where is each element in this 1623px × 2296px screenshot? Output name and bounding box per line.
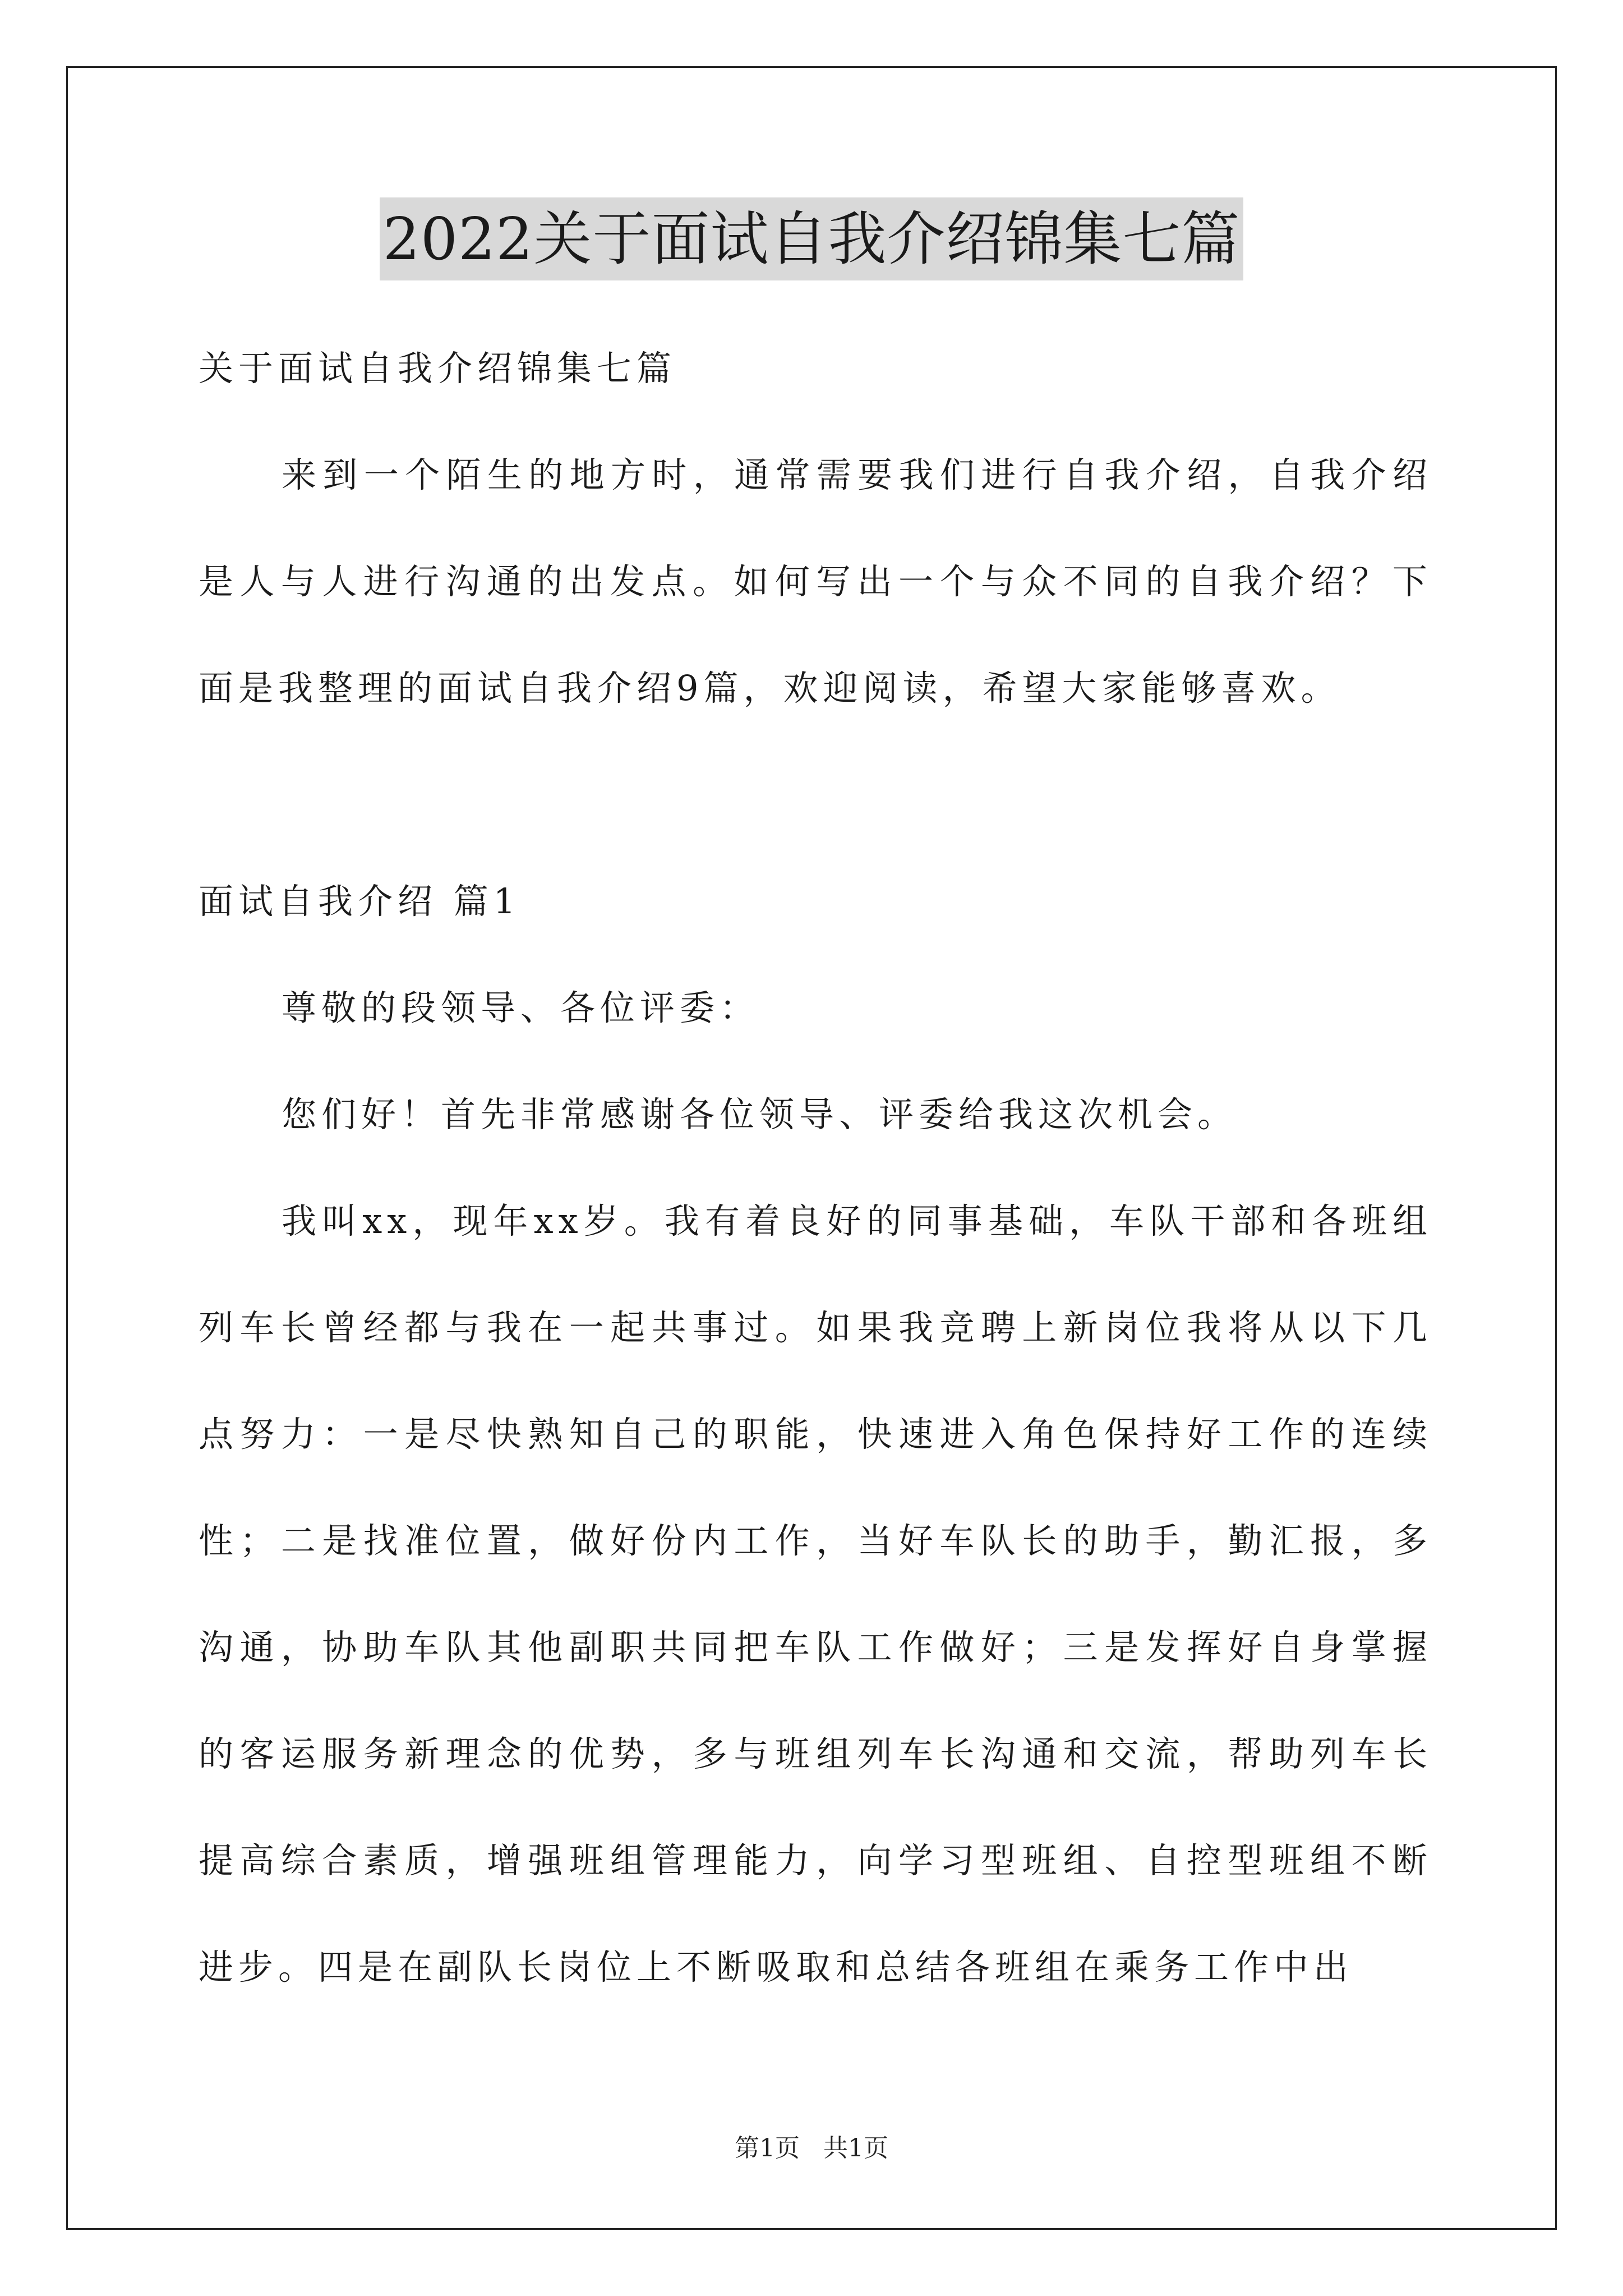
body-paragraph: 我叫xx，现年xx岁。我有着良好的同事基础，车队干部和各班组列车长曾经都与我在一起共事过。如果我竞聘上新岗位我将从以下几点努力：一是尽快熟知自己的职能，快速进入角色保持好工作的连续性；二是找准位置，做好份内工作，当好车队长的助手，勤汇报，多沟通，协助车队其他副职共同把车队工作做好；三是发挥好自身掌握的客运服务新理念的优势，多与班组列车长沟通和交流，帮助列车长提高综合素质，增强班组管理能力，向学习型班组、自控型班组不断进步。四是在副队长岗位上不断吸取和总结各班组在乘务工作中出: [199, 1200, 1432, 1987]
salutation-paragraph: 尊敬的段领导、各位评委：: [282, 987, 760, 1028]
page-footer: [0, 2132, 1623, 2165]
document-subtitle: 关于面试自我介绍锦集七篇: [199, 348, 677, 389]
document-title: 2022关于面试自我介绍锦集七篇: [380, 197, 1244, 280]
section-heading: 面试自我介绍 篇1: [199, 881, 521, 922]
greeting-paragraph: 您们好！首先非常感谢各位领导、评委给我这次机会。: [282, 1094, 1238, 1135]
intro-paragraph: 来到一个陌生的地方时，通常需要我们进行自我介绍，自我介绍是人与人进行沟通的出发点。如何写出一个与众不同的自我介绍？下面是我整理的面试自我介绍9篇，欢迎阅读，希望大家能够喜欢。: [199, 454, 1432, 708]
document-body: [199, 315, 1432, 2021]
page-number: 第1页: [735, 2134, 800, 2162]
title-container: [0, 197, 1623, 280]
page-total: 共1页: [823, 2134, 888, 2162]
paragraph-gap: [199, 742, 1432, 848]
